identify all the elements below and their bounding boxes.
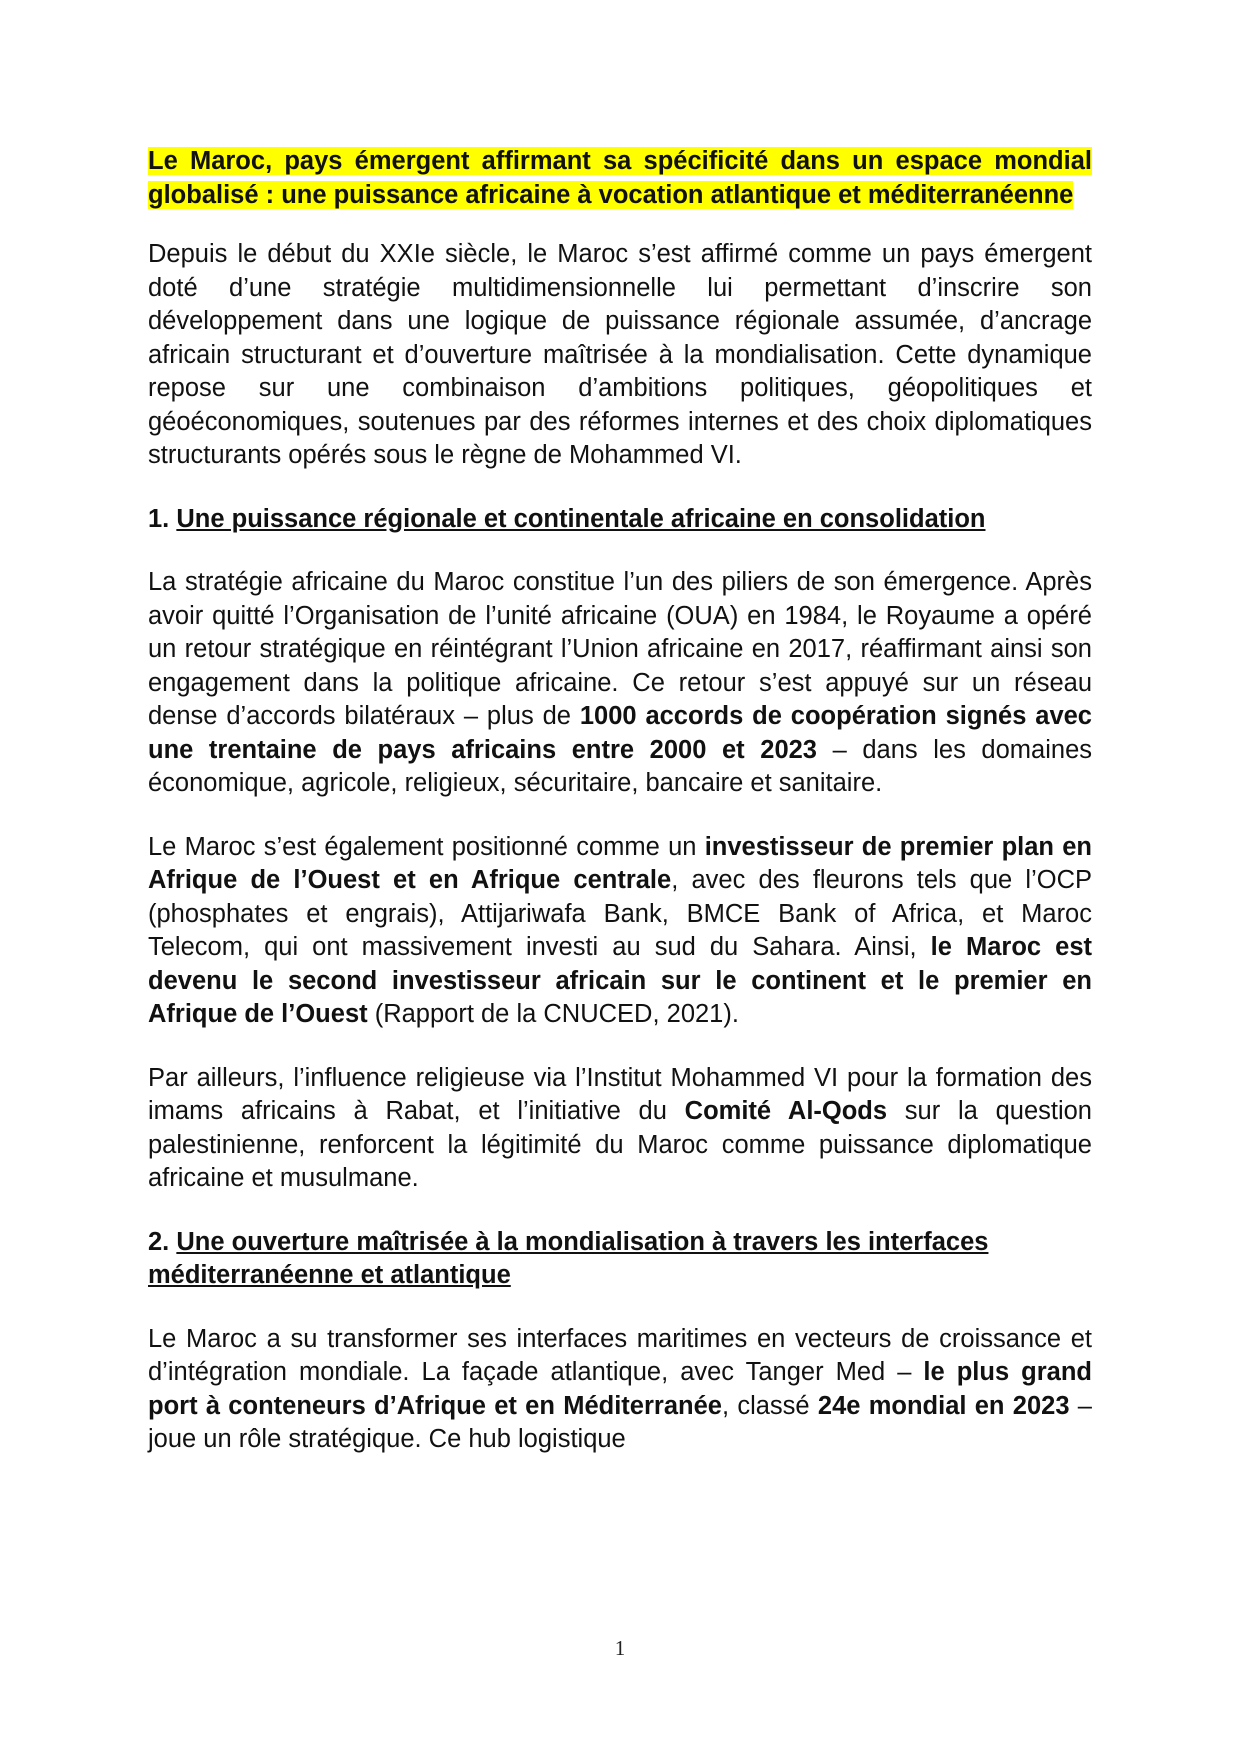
paragraph-text: – joue un rôle stratégique. Ce hub logistique — [148, 1391, 1092, 1453]
section-2-paragraph-1 — [148, 1323, 1092, 1457]
paragraph-text: sur la question palestinienne, renforcent la légitimité du Maroc comme puissance diplomatique africaine et musulmane. — [148, 1097, 1092, 1192]
paragraph-bold-text: investisseur de premier plan en Afrique de l’Ouest et en Afrique centrale — [148, 832, 1092, 894]
section-1-paragraph-2 — [148, 831, 1092, 1032]
paragraph-text: , classé — [721, 1391, 818, 1420]
paragraph-text: , avec des fleurons tels que l’OCP (phosphates et engrais), Attijariwafa Bank, BMCE Bank of Africa, et Maroc Telecom, qui ont massivement investi au sud du Sahara. Ainsi, — [148, 866, 1092, 961]
section-2-title: Une ouverture maîtrisée à la mondialisation à travers les interfaces méditerranéenne et atlantique — [148, 1227, 989, 1289]
intro-paragraph: Depuis le début du XXIe siècle, le Maroc s’est affirmé comme un pays émergent doté d’une stratégie multidimensionnelle lui permettant d’inscrire son développement dans une logique de puissance régionale assumée, d’ancrage africain structurant et d’ouverture maîtrisée à la mondialisation. Cette dynamique repose sur une combinaison d’ambitions politiques, géopolitiques et géoéconomiques, soutenues par des réformes internes et des choix diplomatiques structurants opérés sous le règne de Mohammed VI. — [148, 240, 1092, 469]
section-2-number: 2. — [148, 1227, 177, 1256]
paragraph-text: Par ailleurs, l’influence religieuse via l’Institut Mohammed VI pour la formation des imams africains à Rabat, et l’initiative du — [148, 1063, 1092, 1125]
section-1-paragraph-3 — [148, 1062, 1092, 1196]
paragraph-bold-text: le plus grand port à conteneurs d’Afrique et en Méditerranée — [148, 1358, 1092, 1420]
paragraph-text: (Rapport de la CNUCED, 2021). — [367, 1000, 739, 1028]
document-body — [148, 145, 1092, 1457]
section-1-heading — [148, 503, 1092, 537]
paragraph-bold-text: 1000 accords de coopération signés avec une trentaine de pays africains entre 2000 et 2023 — [148, 702, 1092, 764]
paragraph-bold-text: 24e mondial en 2023 — [817, 1391, 1070, 1420]
document-title — [148, 145, 1092, 212]
section-2-heading — [148, 1226, 1092, 1293]
page-number: 1 — [614, 1636, 626, 1660]
paragraph-bold-text: Comité Al-Qods — [684, 1097, 888, 1125]
title-highlight: Le Maroc, pays émergent affirmant sa spécificité dans un espace mondial globalisé : une puissance africaine à vocation atlantique et méditerranéenne — [148, 147, 1092, 209]
section-1-paragraph-1 — [148, 566, 1092, 801]
section-1-number: 1. — [148, 504, 177, 533]
paragraph-text: Le Maroc a su transformer ses interfaces maritimes en vecteurs de croissance et d’intégration mondiale. La façade atlantique, avec Tanger Med – — [148, 1324, 1092, 1386]
paragraph-text: Le Maroc s’est également positionné comme un — [148, 832, 705, 861]
paragraph-text: – dans les domaines économique, agricole, religieux, sécuritaire, bancaire et sanitaire. — [148, 735, 1092, 797]
paragraph-text: La stratégie africaine du Maroc constitue l’un des piliers de son émergence. Après avoir quitté l’Organisation de l’unité africaine (OUA) en 1984, le Royaume a opéré un retour stratégique en réintégrant l’Union africaine en 2017, réaffirmant ainsi son engagement dans la politique africaine. Ce retour s’est appuyé sur un réseau dense d’accords bilatéraux – plus de — [148, 568, 1092, 730]
paragraph-bold-text: le Maroc est devenu le second investisseur africain sur le continent et le premier en Afrique de l’Ouest — [148, 933, 1092, 1028]
section-1-title: Une puissance régionale et continentale africaine en consolidation — [176, 504, 986, 533]
